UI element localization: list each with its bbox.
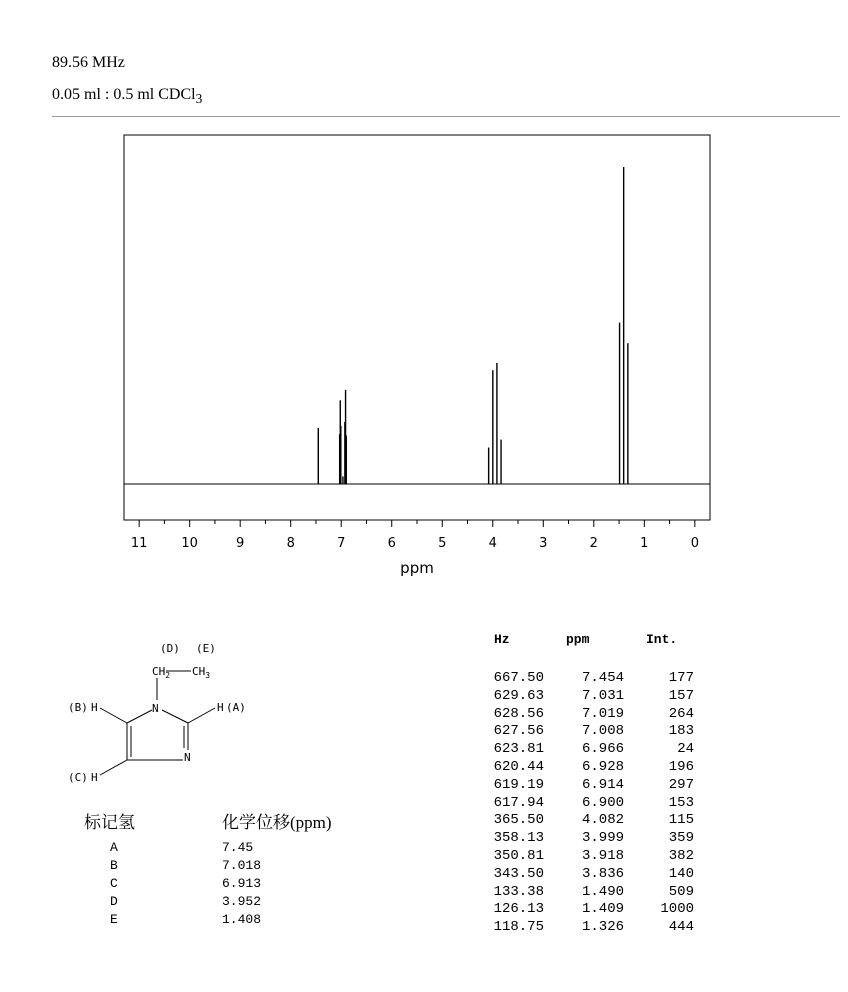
x-tick-label: 11 — [130, 536, 148, 551]
peak-ppm: 6.966 — [581, 741, 624, 758]
ch3-text: CH — [192, 665, 206, 678]
peak-intensity: 183 — [668, 723, 694, 740]
peak-hz: 617.94 — [493, 794, 544, 811]
peak-intensity: 24 — [677, 741, 694, 758]
shift-row-value: 7.45 — [222, 840, 254, 855]
peak-row — [484, 777, 704, 795]
header-label-hydrogen: 标记氢 — [84, 813, 135, 832]
shift-row-label: D — [110, 894, 118, 909]
bond-c5-h — [100, 708, 127, 723]
peak-hz: 126.13 — [493, 901, 544, 918]
shift-row-label: A — [110, 840, 118, 855]
peak-row — [484, 795, 704, 813]
x-tick-label: 5 — [438, 536, 447, 551]
peak-row — [484, 812, 704, 830]
peak-table — [484, 670, 704, 937]
peak-intensity: 196 — [668, 758, 694, 775]
peak-row — [484, 723, 704, 741]
x-axis-label: ppm — [400, 559, 434, 577]
atom-h-c: H — [91, 771, 98, 784]
peak-intensity: 359 — [668, 830, 694, 847]
peak-hz: 619.19 — [493, 776, 544, 793]
peak-row — [484, 706, 704, 724]
peak-row — [484, 688, 704, 706]
x-tick-label: 1 — [640, 536, 649, 551]
x-tick-label: 10 — [181, 536, 198, 551]
peak-ppm: 6.900 — [581, 794, 624, 811]
shift-table-header — [84, 808, 384, 832]
peak-hz: 133.38 — [493, 883, 544, 900]
peak-hz: 365.50 — [493, 812, 544, 829]
peak-intensity: 153 — [668, 794, 694, 811]
peak-ppm: 6.914 — [581, 776, 624, 793]
peak-ppm: 7.031 — [581, 687, 624, 704]
peak-ppm: 3.999 — [581, 830, 624, 847]
peak-row — [484, 919, 704, 937]
header-int: Int. — [646, 632, 678, 647]
peak-hz: 667.50 — [493, 670, 544, 686]
shift-row — [110, 840, 370, 858]
peak-ppm: 1.490 — [581, 883, 624, 900]
peak-hz: 623.81 — [493, 741, 544, 758]
shift-row-value: 3.952 — [222, 894, 262, 909]
bond-n1-c2 — [162, 710, 188, 723]
peak-row — [484, 830, 704, 848]
header-hz: Hz — [494, 632, 510, 647]
bond-c4-h — [100, 760, 127, 775]
peak-intensity: 1000 — [660, 901, 694, 918]
x-tick-label: 6 — [387, 536, 396, 551]
peak-hz: 620.44 — [493, 758, 544, 775]
shift-row-value: 6.913 — [222, 876, 262, 891]
peak-intensity: 177 — [668, 670, 694, 686]
shift-table — [110, 840, 370, 930]
peak-hz: 343.50 — [493, 865, 544, 882]
x-tick-label: 3 — [539, 536, 548, 551]
header-ppm: ppm — [566, 632, 590, 647]
shift-row-label: C — [110, 876, 118, 891]
header-chemical-shift: 化学位移(ppm) — [222, 813, 332, 832]
ch3-sub: 3 — [205, 671, 211, 680]
peak-ppm: 3.918 — [581, 847, 624, 864]
peak-intensity: 140 — [668, 865, 694, 882]
peak-ppm: 7.454 — [581, 670, 624, 686]
peak-hz: 358.13 — [493, 830, 544, 847]
x-tick-label: 4 — [488, 536, 497, 551]
x-tick-label: 2 — [589, 536, 598, 551]
peak-hz: 118.75 — [493, 919, 544, 936]
peak-ppm: 4.082 — [581, 812, 624, 829]
atom-h-b: H — [91, 701, 98, 714]
shift-row-label: E — [110, 912, 118, 927]
x-tick-label: 9 — [236, 536, 245, 551]
peak-row — [484, 866, 704, 884]
peak-hz: 628.56 — [493, 705, 544, 722]
peak-table-header — [484, 632, 704, 652]
peak-ppm: 7.008 — [581, 723, 624, 740]
label-c: (C) — [68, 771, 88, 784]
shift-row — [110, 894, 370, 912]
atom-ch2 — [152, 665, 170, 680]
bond-n1-c5 — [127, 710, 152, 723]
peak-row — [484, 741, 704, 759]
shift-row — [110, 858, 370, 876]
peak-row — [484, 848, 704, 866]
peak-row — [484, 884, 704, 902]
bond-c2-h — [188, 708, 215, 723]
label-a: (A) — [226, 701, 246, 714]
peak-row — [484, 670, 704, 688]
shift-row-label: B — [110, 858, 118, 873]
label-d: (D) — [160, 642, 180, 655]
spectrometer-frequency: 89.56 MHz — [52, 54, 125, 71]
solvent-text: 0.05 ml : 0.5 ml CDCl — [52, 86, 196, 103]
peak-ppm: 1.409 — [581, 901, 624, 918]
peak-ppm: 1.326 — [581, 919, 624, 936]
peak-ppm: 6.928 — [581, 758, 624, 775]
x-tick-label: 8 — [286, 536, 295, 551]
atom-ch3 — [192, 665, 210, 680]
peak-hz: 629.63 — [493, 687, 544, 704]
shift-row-value: 1.408 — [222, 912, 262, 927]
atom-n3: N — [184, 751, 191, 764]
shift-row-value: 7.018 — [222, 858, 262, 873]
peak-intensity: 264 — [668, 705, 694, 722]
peak-intensity: 444 — [668, 919, 694, 936]
peak-ppm: 7.019 — [581, 705, 624, 722]
peak-intensity: 157 — [668, 687, 694, 704]
ch2-text: CH — [152, 665, 166, 678]
shift-row — [110, 912, 370, 930]
peak-intensity: 297 — [668, 776, 694, 793]
peak-intensity: 509 — [668, 883, 694, 900]
peak-hz: 350.81 — [493, 847, 544, 864]
peak-hz: 627.56 — [493, 723, 544, 740]
shift-row — [110, 876, 370, 894]
peak-intensity: 382 — [668, 847, 694, 864]
x-tick-label: 0 — [690, 536, 699, 551]
peak-row — [484, 759, 704, 777]
x-tick-label: 7 — [337, 536, 346, 551]
atom-n1: N — [152, 702, 159, 715]
label-e: (E) — [196, 642, 216, 655]
ch2-sub: 2 — [165, 671, 171, 680]
peak-ppm: 3.836 — [581, 865, 624, 882]
atom-h-a: H — [217, 701, 224, 714]
solvent-subscript: 3 — [195, 91, 203, 107]
label-b: (B) — [68, 701, 88, 714]
peak-intensity: 115 — [668, 812, 694, 829]
peak-row — [484, 901, 704, 919]
